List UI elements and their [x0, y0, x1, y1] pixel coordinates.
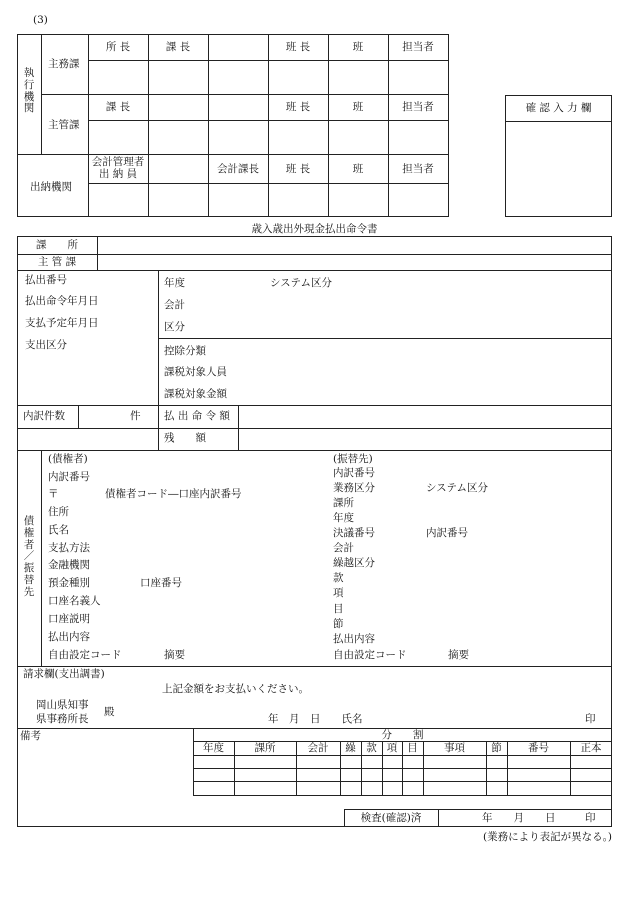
- uchiwake-count-label: 内訳件数: [23, 410, 65, 422]
- system-kubun-label: システム区分: [270, 277, 332, 289]
- creditor-field: 〒: [48, 488, 59, 500]
- creditor-field: 口座名義人: [48, 595, 101, 607]
- form-title: 歳入歳出外現金払出命令書: [251, 223, 378, 235]
- stamp-label: 担当者: [402, 101, 434, 113]
- bunkatsu-header: 分 割: [381, 729, 424, 741]
- stamp-label: 班: [352, 163, 364, 175]
- stamp-label: 担当者: [402, 163, 434, 175]
- request-date-name: 年 月 日 氏名: [268, 713, 363, 725]
- stamp-label: 所 長: [105, 41, 131, 53]
- shukan-ka-label-main: 主 管 課: [37, 256, 77, 268]
- shukan-ka-label: 主管課: [48, 119, 80, 131]
- col-bango: 番号: [528, 742, 549, 754]
- transfer-field: 業務区分: [333, 482, 375, 494]
- transfer-system-kubun: システム区分: [426, 482, 488, 494]
- footnote: (業務により表記が異なる。): [483, 831, 612, 843]
- stamp-label: 班: [352, 41, 364, 53]
- transfer-field: 払出内容: [333, 633, 375, 645]
- col-kan: 款: [366, 742, 377, 754]
- creditor-side-label: 債権者／振替先: [23, 515, 35, 598]
- dono-label: 殿: [104, 706, 115, 718]
- creditor-field: 金融機関: [48, 559, 90, 571]
- kojo-bunrui-label: 控除分類: [164, 345, 206, 357]
- stamp-label: 班 長: [285, 41, 311, 53]
- transfer-field: 決議番号: [333, 527, 375, 539]
- col-jikou: 事項: [444, 742, 465, 754]
- haraidashi-date-label: 払出命令年月日: [25, 295, 99, 307]
- addressee-office-chief: 県事務所長: [36, 713, 89, 725]
- transfer-field: 年度: [333, 512, 354, 524]
- col-kasho: 課所: [254, 742, 276, 754]
- transfer-field: 課所: [333, 497, 354, 509]
- payment-date-label: 支払予定年月日: [25, 317, 99, 329]
- suitou-org-label: 出納機関: [30, 181, 72, 193]
- stamp-label: 班: [352, 101, 364, 113]
- creditor-field: 支払方法: [48, 542, 90, 554]
- approval-grid-border: [17, 34, 449, 217]
- transfer-field: 節: [333, 618, 344, 630]
- col-nendo: 年度: [203, 742, 224, 754]
- exec-org-label: 執行機関: [23, 67, 35, 115]
- stamp-label: 班 長: [285, 163, 311, 175]
- stamp-label: 会計管理者: [91, 156, 145, 168]
- col-setsu: 節: [491, 742, 502, 754]
- stamp-label: 課 長: [105, 101, 131, 113]
- transfer-uchiwake-bango: 内訳番号: [426, 527, 468, 539]
- creditor-field: 口座説明: [48, 613, 90, 625]
- stamp-label: 出 納 員: [98, 168, 138, 180]
- request-message: 上記金額をお支払いください。: [162, 683, 309, 695]
- section-number: (3): [33, 14, 48, 26]
- transfer-field: 繰越区分: [333, 557, 375, 569]
- transfer-field: 内訳番号: [333, 467, 375, 479]
- transfer-field: 項: [333, 587, 344, 599]
- shumu-ka-label: 主務課: [48, 58, 80, 70]
- kaikei-label: 会計: [164, 299, 185, 311]
- addressee-governor: 岡山県知事: [36, 699, 89, 711]
- transfer-field: 会計: [333, 542, 354, 554]
- stamp-label: 会計課長: [217, 163, 259, 175]
- stamp-label: 担当者: [402, 41, 434, 53]
- ken-label: 件: [130, 410, 141, 422]
- creditor-code-label: 債権者コード―口座内訳番号: [105, 488, 242, 500]
- col-shohon: 正本: [580, 742, 602, 754]
- kazei-kingaku-label: 課税対象金額: [164, 388, 227, 400]
- creditor-field: 預金種別: [48, 577, 90, 589]
- tekiyo-right-label: 摘要: [448, 649, 469, 661]
- col-kaikei: 会計: [307, 742, 329, 754]
- transfer-header: (振替先): [333, 453, 373, 465]
- col-kou: 項: [386, 742, 398, 754]
- inspect-date: 年 月 日: [482, 812, 556, 824]
- koza-bango-label: 口座番号: [140, 577, 182, 589]
- tekiyo-left-label: 摘要: [164, 649, 185, 661]
- transfer-field: 目: [333, 603, 344, 615]
- haraidashi-gaku-label: 払 出 命 令 額: [164, 410, 230, 422]
- kazei-jinin-label: 課税対象人員: [164, 366, 227, 378]
- request-seal: 印: [585, 713, 596, 725]
- ka-sho-label: 課 所: [36, 239, 78, 251]
- inspect-seal: 印: [585, 812, 596, 824]
- col-moku: 目: [407, 742, 418, 754]
- creditor-field: 自由設定コード: [48, 649, 122, 661]
- transfer-field: 款: [333, 572, 344, 584]
- confirm-input-title: 確 認 入 力 欄: [525, 102, 592, 114]
- transfer-field: 自由設定コード: [333, 649, 407, 661]
- stamp-label: 班 長: [285, 101, 311, 113]
- creditor-header: (債権者): [48, 453, 88, 465]
- creditor-field: 内訳番号: [48, 471, 90, 483]
- zangaku-label: 残 額: [164, 432, 206, 444]
- inspect-label: 検査(確認)済: [360, 812, 422, 824]
- haraidashi-bango-label: 払出番号: [25, 274, 67, 286]
- shishutsu-kubun-label: 支出区分: [25, 339, 67, 351]
- remarks-label: 備考: [20, 730, 41, 742]
- creditor-field: 氏名: [48, 524, 69, 536]
- creditor-field: 払出内容: [48, 631, 90, 643]
- stamp-label: 課 長: [165, 41, 191, 53]
- col-kuri: 繰: [345, 742, 356, 754]
- kubun-label: 区分: [164, 321, 185, 333]
- creditor-field: 住所: [48, 506, 69, 518]
- request-title: 請求欄(支出調書): [23, 668, 105, 680]
- nendo-label: 年度: [164, 277, 185, 289]
